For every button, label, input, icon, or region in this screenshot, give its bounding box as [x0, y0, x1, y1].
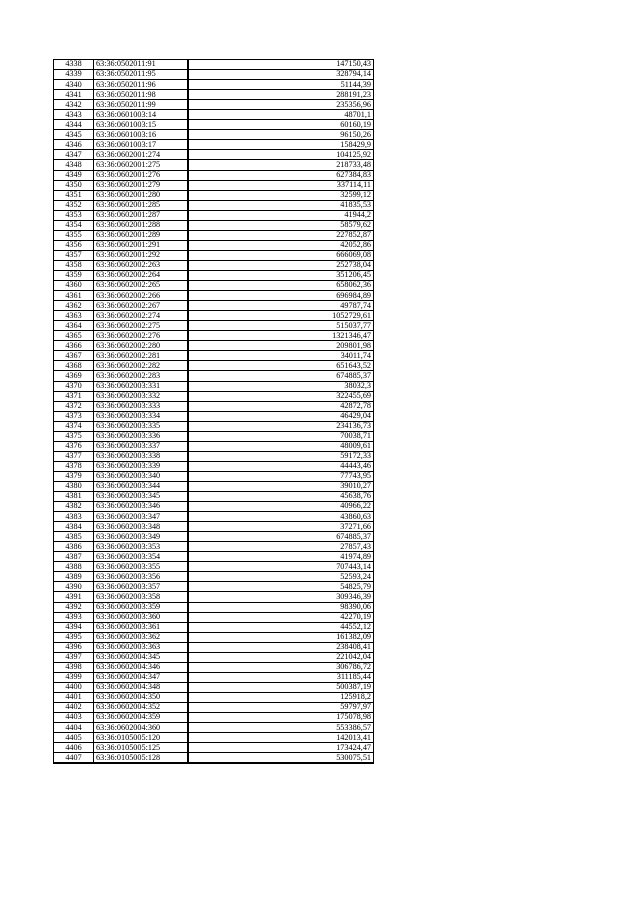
cadastral-value-cell: 696984,89 — [188, 291, 374, 301]
cadastral-value-cell: 1052729,61 — [188, 311, 374, 321]
cadastral-value-cell: 252738,04 — [188, 260, 374, 270]
cadastral-value-cell: 42872,78 — [188, 401, 374, 411]
cadastral-value-cell: 48009,61 — [188, 441, 374, 451]
table-row — [54, 682, 374, 692]
cadastral-value-cell: 309346,39 — [188, 592, 374, 602]
cadastral-value-cell: 59172,33 — [188, 451, 374, 461]
row-number-cell: 4407 — [54, 753, 94, 764]
row-number-cell: 4373 — [54, 411, 94, 421]
cadastral-value-cell: 666069,08 — [188, 250, 374, 260]
row-number-cell: 4359 — [54, 270, 94, 280]
cadastral-value-cell: 42270,19 — [188, 612, 374, 622]
cadastral-number-cell: 63:36:0602003:349 — [94, 532, 189, 542]
table-row — [54, 220, 374, 230]
table-row — [54, 401, 374, 411]
cadastral-number-cell: 63:36:0602003:363 — [94, 642, 189, 652]
row-number-cell: 4349 — [54, 170, 94, 180]
table-row — [54, 431, 374, 441]
row-number-cell: 4346 — [54, 140, 94, 150]
cadastral-value-cell: 311185,44 — [188, 672, 374, 682]
cadastral-number-cell: 63:36:0602001:275 — [94, 160, 189, 170]
cadastral-value-cell: 530075,51 — [188, 753, 374, 764]
cadastral-number-cell: 63:36:0601003:17 — [94, 140, 189, 150]
cadastral-number-cell: 63:36:0602004:350 — [94, 692, 189, 702]
cadastral-value-cell: 59797,97 — [188, 703, 374, 713]
cadastral-number-cell: 63:36:0602003:344 — [94, 481, 189, 491]
cadastral-number-cell: 63:36:0602001:276 — [94, 170, 189, 180]
table-row — [54, 592, 374, 602]
cadastral-value-cell: 43860,63 — [188, 512, 374, 522]
cadastral-value-cell: 147150,43 — [188, 60, 374, 70]
cadastral-value-cell: 1321346,47 — [188, 331, 374, 341]
table-row — [54, 311, 374, 321]
row-number-cell: 4366 — [54, 341, 94, 351]
row-number-cell: 4360 — [54, 281, 94, 291]
table-row — [54, 230, 374, 240]
row-number-cell: 4372 — [54, 401, 94, 411]
row-number-cell: 4368 — [54, 361, 94, 371]
cadastral-value-cell: 60160,19 — [188, 120, 374, 130]
table-row — [54, 753, 374, 764]
cadastral-value-cell: 553386,57 — [188, 723, 374, 733]
cadastral-number-cell: 63:36:0602003:338 — [94, 451, 189, 461]
cadastral-number-cell: 63:36:0602001:285 — [94, 200, 189, 210]
cadastral-value-cell: 322455,69 — [188, 391, 374, 401]
row-number-cell: 4345 — [54, 130, 94, 140]
table-row — [54, 632, 374, 642]
cadastral-number-cell: 63:36:0602002:265 — [94, 281, 189, 291]
row-number-cell: 4370 — [54, 381, 94, 391]
cadastral-value-cell: 44443,46 — [188, 461, 374, 471]
cadastral-number-cell: 63:36:0502011:99 — [94, 100, 189, 110]
row-number-cell: 4403 — [54, 713, 94, 723]
cadastral-value-cell: 51144,39 — [188, 80, 374, 90]
row-number-cell: 4371 — [54, 391, 94, 401]
cadastral-number-cell: 63:36:0602002:281 — [94, 351, 189, 361]
row-number-cell: 4365 — [54, 331, 94, 341]
row-number-cell: 4363 — [54, 311, 94, 321]
cadastral-value-cell: 651643,52 — [188, 361, 374, 371]
cadastral-number-cell: 63:36:0602003:336 — [94, 431, 189, 441]
cadastral-value-cell: 41835,53 — [188, 200, 374, 210]
table-row — [54, 723, 374, 733]
table-row — [54, 210, 374, 220]
row-number-cell: 4396 — [54, 642, 94, 652]
cadastral-number-cell: 63:36:0502011:96 — [94, 80, 189, 90]
table-row — [54, 70, 374, 80]
table-row — [54, 582, 374, 592]
row-number-cell: 4389 — [54, 572, 94, 582]
cadastral-value-cell: 158429,9 — [188, 140, 374, 150]
row-number-cell: 4348 — [54, 160, 94, 170]
table-row — [54, 451, 374, 461]
row-number-cell: 4393 — [54, 612, 94, 622]
cadastral-value-cell: 288191,23 — [188, 90, 374, 100]
cadastral-number-cell: 63:36:0601003:16 — [94, 130, 189, 140]
cadastral-number-cell: 63:36:0602003:333 — [94, 401, 189, 411]
row-number-cell: 4367 — [54, 351, 94, 361]
cadastral-number-cell: 63:36:0105005:125 — [94, 743, 189, 753]
table-row — [54, 642, 374, 652]
row-number-cell: 4384 — [54, 522, 94, 532]
cadastral-value-cell: 77743,95 — [188, 471, 374, 481]
row-number-cell: 4380 — [54, 481, 94, 491]
table-row — [54, 733, 374, 743]
cadastral-number-cell: 63:36:0602003:356 — [94, 572, 189, 582]
cadastral-value-cell: 500387,19 — [188, 682, 374, 692]
cadastral-number-cell: 63:36:0602004:360 — [94, 723, 189, 733]
cadastral-number-cell: 63:36:0602002:282 — [94, 361, 189, 371]
row-number-cell: 4395 — [54, 632, 94, 642]
cadastral-value-cell: 337114,11 — [188, 180, 374, 190]
cadastral-number-cell: 63:36:0602002:267 — [94, 301, 189, 311]
row-number-cell: 4394 — [54, 622, 94, 632]
row-number-cell: 4388 — [54, 562, 94, 572]
cadastral-value-cell: 627384,83 — [188, 170, 374, 180]
table-row — [54, 471, 374, 481]
table-row — [54, 562, 374, 572]
cadastral-number-cell: 63:36:0602003:340 — [94, 471, 189, 481]
row-number-cell: 4406 — [54, 743, 94, 753]
table-row — [54, 160, 374, 170]
table-row — [54, 200, 374, 210]
table-body — [54, 60, 374, 764]
cadastral-number-cell: 63:36:0602003:347 — [94, 512, 189, 522]
cadastral-value-cell: 96150,26 — [188, 130, 374, 140]
cadastral-number-cell: 63:36:0502011:91 — [94, 60, 189, 70]
cadastral-value-cell: 45638,76 — [188, 492, 374, 502]
table-row — [54, 341, 374, 351]
table-row — [54, 441, 374, 451]
table-row — [54, 250, 374, 260]
cadastral-value-cell: 42052,86 — [188, 240, 374, 250]
cadastral-value-cell: 234136,73 — [188, 421, 374, 431]
table-row — [54, 532, 374, 542]
row-number-cell: 4342 — [54, 100, 94, 110]
cadastral-number-cell: 63:36:0105005:120 — [94, 733, 189, 743]
table-row — [54, 331, 374, 341]
cadastral-number-cell: 63:36:0602003:358 — [94, 592, 189, 602]
row-number-cell: 4341 — [54, 90, 94, 100]
cadastral-value-cell: 41944,2 — [188, 210, 374, 220]
row-number-cell: 4382 — [54, 502, 94, 512]
table-row — [54, 260, 374, 270]
row-number-cell: 4378 — [54, 461, 94, 471]
table-row — [54, 150, 374, 160]
cadastral-number-cell: 63:36:0602003:353 — [94, 542, 189, 552]
table-row — [54, 662, 374, 672]
row-number-cell: 4356 — [54, 240, 94, 250]
cadastral-value-cell: 161382,09 — [188, 632, 374, 642]
table-row — [54, 361, 374, 371]
table-row — [54, 552, 374, 562]
cadastral-value-cell: 674885,37 — [188, 532, 374, 542]
cadastral-number-cell: 63:36:0602003:346 — [94, 502, 189, 512]
table-row — [54, 190, 374, 200]
table-row — [54, 270, 374, 280]
cadastral-value-cell: 209801,98 — [188, 341, 374, 351]
cadastral-value-cell: 515037,77 — [188, 321, 374, 331]
cadastral-value-cell: 707443,14 — [188, 562, 374, 572]
cadastral-number-cell: 63:36:0602002:263 — [94, 260, 189, 270]
table-row — [54, 110, 374, 120]
table-row — [54, 492, 374, 502]
row-number-cell: 4391 — [54, 592, 94, 602]
row-number-cell: 4355 — [54, 230, 94, 240]
row-number-cell: 4343 — [54, 110, 94, 120]
table-row — [54, 421, 374, 431]
row-number-cell: 4397 — [54, 652, 94, 662]
cadastral-value-table — [53, 59, 374, 764]
cadastral-number-cell: 63:36:0602001:287 — [94, 210, 189, 220]
cadastral-number-cell: 63:36:0602003:332 — [94, 391, 189, 401]
table-row — [54, 351, 374, 361]
cadastral-value-cell: 32599,12 — [188, 190, 374, 200]
row-number-cell: 4339 — [54, 70, 94, 80]
row-number-cell: 4362 — [54, 301, 94, 311]
cadastral-number-cell: 63:36:0602003:357 — [94, 582, 189, 592]
cadastral-value-cell: 54825,79 — [188, 582, 374, 592]
cadastral-number-cell: 63:36:0602001:274 — [94, 150, 189, 160]
cadastral-value-cell: 37271,66 — [188, 522, 374, 532]
cadastral-value-cell: 142013,41 — [188, 733, 374, 743]
table-row — [54, 713, 374, 723]
cadastral-number-cell: 63:36:0602003:337 — [94, 441, 189, 451]
cadastral-value-cell: 39010,27 — [188, 481, 374, 491]
row-number-cell: 4351 — [54, 190, 94, 200]
cadastral-number-cell: 63:36:0602002:266 — [94, 291, 189, 301]
cadastral-value-cell: 238408,41 — [188, 642, 374, 652]
table-row — [54, 481, 374, 491]
table-row — [54, 652, 374, 662]
cadastral-number-cell: 63:36:0602003:348 — [94, 522, 189, 532]
cadastral-number-cell: 63:36:0602003:359 — [94, 602, 189, 612]
cadastral-number-cell: 63:36:0602003:360 — [94, 612, 189, 622]
table-row — [54, 391, 374, 401]
cadastral-number-cell: 63:36:0602002:275 — [94, 321, 189, 331]
cadastral-value-cell: 658062,36 — [188, 281, 374, 291]
table-row — [54, 411, 374, 421]
cadastral-number-cell: 63:36:0502011:98 — [94, 90, 189, 100]
row-number-cell: 4386 — [54, 542, 94, 552]
cadastral-value-cell: 125918,2 — [188, 692, 374, 702]
cadastral-number-cell: 63:36:0602001:279 — [94, 180, 189, 190]
cadastral-number-cell: 63:36:0602001:280 — [94, 190, 189, 200]
cadastral-number-cell: 63:36:0602001:289 — [94, 230, 189, 240]
cadastral-value-cell: 48701,1 — [188, 110, 374, 120]
cadastral-value-cell: 351206,45 — [188, 270, 374, 280]
row-number-cell: 4353 — [54, 210, 94, 220]
table-row — [54, 281, 374, 291]
cadastral-value-cell: 175078,98 — [188, 713, 374, 723]
table-row — [54, 170, 374, 180]
table-row — [54, 301, 374, 311]
row-number-cell: 4375 — [54, 431, 94, 441]
table-row — [54, 321, 374, 331]
cadastral-value-cell: 218733,48 — [188, 160, 374, 170]
row-number-cell: 4358 — [54, 260, 94, 270]
table-row — [54, 672, 374, 682]
cadastral-value-cell: 173424,47 — [188, 743, 374, 753]
cadastral-value-cell: 34011,74 — [188, 351, 374, 361]
table-row — [54, 692, 374, 702]
table-row — [54, 60, 374, 70]
cadastral-number-cell: 63:36:0105005:128 — [94, 753, 189, 764]
cadastral-number-cell: 63:36:0602003:345 — [94, 492, 189, 502]
table-row — [54, 100, 374, 110]
table-row — [54, 572, 374, 582]
table-row — [54, 240, 374, 250]
cadastral-number-cell: 63:36:0602004:346 — [94, 662, 189, 672]
cadastral-value-cell: 235356,96 — [188, 100, 374, 110]
row-number-cell: 4379 — [54, 471, 94, 481]
cadastral-number-cell: 63:36:0502011:95 — [94, 70, 189, 80]
cadastral-number-cell: 63:36:0602003:354 — [94, 552, 189, 562]
cadastral-number-cell: 63:36:0602003:335 — [94, 421, 189, 431]
table-row — [54, 130, 374, 140]
cadastral-value-cell: 221042,04 — [188, 652, 374, 662]
cadastral-number-cell: 63:36:0602002:276 — [94, 331, 189, 341]
row-number-cell: 4361 — [54, 291, 94, 301]
row-number-cell: 4399 — [54, 672, 94, 682]
cadastral-number-cell: 63:36:0602003:355 — [94, 562, 189, 572]
cadastral-number-cell: 63:36:0602002:280 — [94, 341, 189, 351]
row-number-cell: 4354 — [54, 220, 94, 230]
row-number-cell: 4347 — [54, 150, 94, 160]
row-number-cell: 4390 — [54, 582, 94, 592]
cadastral-number-cell: 63:36:0601003:15 — [94, 120, 189, 130]
row-number-cell: 4385 — [54, 532, 94, 542]
row-number-cell: 4377 — [54, 451, 94, 461]
cadastral-value-cell: 227852,87 — [188, 230, 374, 240]
row-number-cell: 4352 — [54, 200, 94, 210]
row-number-cell: 4357 — [54, 250, 94, 260]
cadastral-value-cell: 49787,74 — [188, 301, 374, 311]
row-number-cell: 4387 — [54, 552, 94, 562]
cadastral-value-cell: 104125,92 — [188, 150, 374, 160]
row-number-cell: 4405 — [54, 733, 94, 743]
cadastral-number-cell: 63:36:0602001:288 — [94, 220, 189, 230]
cadastral-number-cell: 63:36:0602004:359 — [94, 713, 189, 723]
cadastral-value-cell: 58579,62 — [188, 220, 374, 230]
cadastral-value-cell: 40966,22 — [188, 502, 374, 512]
cadastral-number-cell: 63:36:0602004:347 — [94, 672, 189, 682]
cadastral-number-cell: 63:36:0602003:334 — [94, 411, 189, 421]
cadastral-number-cell: 63:36:0602002:274 — [94, 311, 189, 321]
table-row — [54, 542, 374, 552]
cadastral-value-cell: 27857,43 — [188, 542, 374, 552]
table-row — [54, 381, 374, 391]
row-number-cell: 4340 — [54, 80, 94, 90]
cadastral-value-cell: 306786,72 — [188, 662, 374, 672]
row-number-cell: 4338 — [54, 60, 94, 70]
cadastral-number-cell: 63:36:0602001:292 — [94, 250, 189, 260]
cadastral-number-cell: 63:36:0602003:339 — [94, 461, 189, 471]
cadastral-number-cell: 63:36:0602004:348 — [94, 682, 189, 692]
table-row — [54, 502, 374, 512]
row-number-cell: 4369 — [54, 371, 94, 381]
cadastral-value-cell: 41974,89 — [188, 552, 374, 562]
row-number-cell: 4404 — [54, 723, 94, 733]
table-row — [54, 602, 374, 612]
row-number-cell: 4401 — [54, 692, 94, 702]
cadastral-number-cell: 63:36:0602004:352 — [94, 703, 189, 713]
row-number-cell: 4381 — [54, 492, 94, 502]
table-row — [54, 703, 374, 713]
row-number-cell: 4400 — [54, 682, 94, 692]
table-row — [54, 120, 374, 130]
row-number-cell: 4344 — [54, 120, 94, 130]
row-number-cell: 4383 — [54, 512, 94, 522]
table-row — [54, 90, 374, 100]
cadastral-number-cell: 63:36:0601003:14 — [94, 110, 189, 120]
cadastral-number-cell: 63:36:0602003:362 — [94, 632, 189, 642]
cadastral-number-cell: 63:36:0602003:331 — [94, 381, 189, 391]
table-row — [54, 371, 374, 381]
cadastral-value-cell: 52593,24 — [188, 572, 374, 582]
table-row — [54, 622, 374, 632]
cadastral-number-cell: 63:36:0602003:361 — [94, 622, 189, 632]
row-number-cell: 4376 — [54, 441, 94, 451]
cadastral-number-cell: 63:36:0602002:264 — [94, 270, 189, 280]
cadastral-value-cell: 44552,12 — [188, 622, 374, 632]
cadastral-value-cell: 674885,37 — [188, 371, 374, 381]
cadastral-number-cell: 63:36:0602002:283 — [94, 371, 189, 381]
table-row — [54, 461, 374, 471]
table-row — [54, 743, 374, 753]
cadastral-number-cell: 63:36:0602004:345 — [94, 652, 189, 662]
table-row — [54, 612, 374, 622]
cadastral-value-cell: 46429,04 — [188, 411, 374, 421]
cadastral-value-cell: 70038,71 — [188, 431, 374, 441]
table-row — [54, 140, 374, 150]
row-number-cell: 4374 — [54, 421, 94, 431]
row-number-cell: 4392 — [54, 602, 94, 612]
row-number-cell: 4350 — [54, 180, 94, 190]
row-number-cell: 4402 — [54, 703, 94, 713]
table-row — [54, 522, 374, 532]
row-number-cell: 4398 — [54, 662, 94, 672]
cadastral-value-cell: 38032,3 — [188, 381, 374, 391]
table-row — [54, 291, 374, 301]
cadastral-value-cell: 98390,06 — [188, 602, 374, 612]
table-row — [54, 180, 374, 190]
table-row — [54, 80, 374, 90]
table-row — [54, 512, 374, 522]
cadastral-value-cell: 328794,14 — [188, 70, 374, 80]
cadastral-number-cell: 63:36:0602001:291 — [94, 240, 189, 250]
row-number-cell: 4364 — [54, 321, 94, 331]
